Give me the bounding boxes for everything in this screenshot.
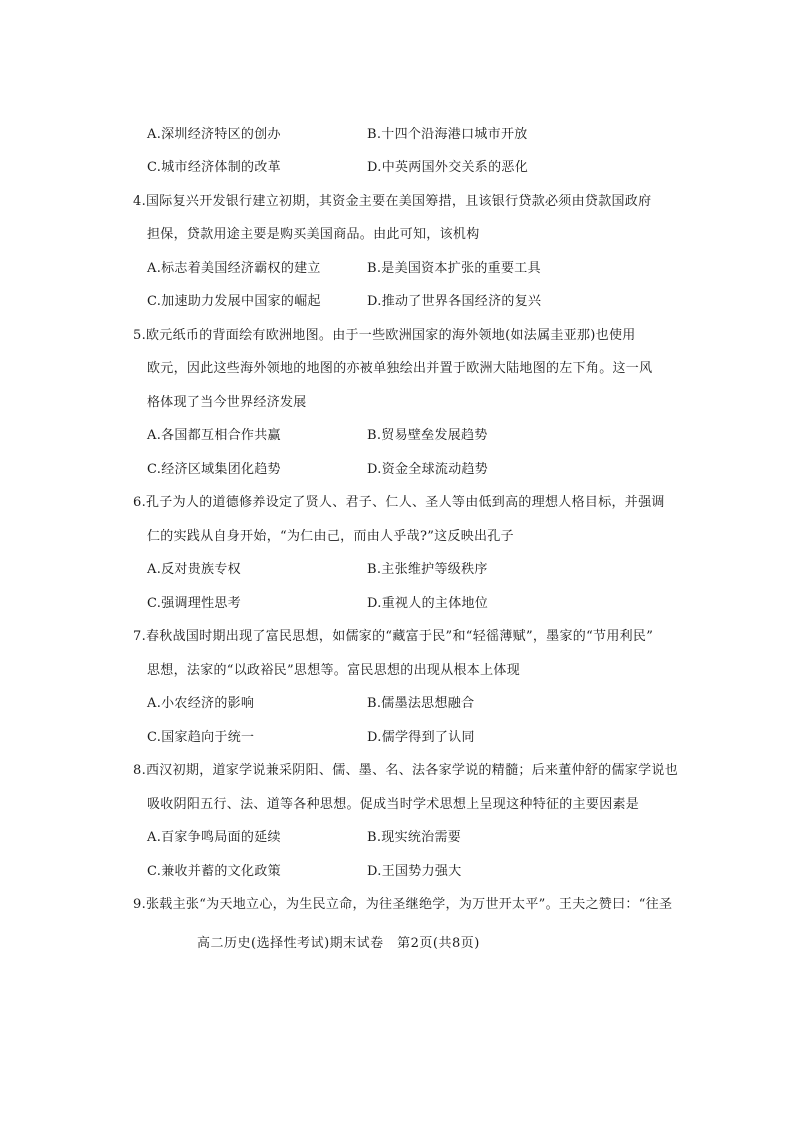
q5-stem-line-2: 欧元，因此这些海外领地的地图的亦被单独绘出并置于欧洲大陆地图的左下角。这一风 [147, 361, 653, 376]
q5-option-a: A.各国都互相合作共赢 [147, 428, 281, 443]
q4-option-b: B.是美国资本扩张的重要工具 [367, 261, 541, 276]
page-footer: 高二历史(选择性考试)期末试卷 第2页(共8页) [197, 936, 480, 951]
q4-option-a: A.标志着美国经济霸权的建立 [147, 261, 321, 276]
q3-option-c: C.城市经济体制的改革 [147, 160, 281, 175]
q5-option-c: C.经济区域集团化趋势 [147, 462, 281, 477]
q8-stem-line-1: 8.西汉初期，道家学说兼采阴阳、儒、墨、名、法各家学说的精髓；后来董仲舒的儒家学说也 [133, 763, 679, 778]
q3-option-a: A.深圳经济特区的创办 [147, 127, 281, 142]
q7-option-d: D.儒学得到了认同 [367, 730, 475, 745]
q6-option-b: B.主张维护等级秩序 [367, 562, 488, 577]
q5-stem-line-1: 5.欧元纸币的背面绘有欧洲地图。由于一些欧洲国家的海外领地(如法属圭亚那)也使用 [133, 328, 636, 343]
q7-stem-line-1: 7.春秋战国时期出现了富民思想，如儒家的“藏富于民”和“轻徭薄赋”，墨家的“节用利民” [133, 629, 654, 644]
q8-option-c: C.兼收并蓄的文化政策 [147, 864, 281, 879]
q4-stem-line-2: 担保，贷款用途主要是购买美国商品。由此可知，该机构 [147, 227, 480, 242]
q6-option-c: C.强调理性思考 [147, 596, 242, 611]
q6-option-d: D.重视人的主体地位 [367, 596, 489, 611]
q8-option-b: B.现实统治需要 [367, 830, 462, 845]
q8-stem-line-2: 吸收阴阳五行、法、道等各种思想。促成当时学术思想上呈现这种特征的主要因素是 [147, 797, 640, 812]
q8-option-d: D.王国势力强大 [367, 864, 462, 879]
q4-option-c: C.加速助力发展中国家的崛起 [147, 294, 321, 309]
q6-stem-line-1: 6.孔子为人的道德修养设定了贤人、君子、仁人、圣人等由低到高的理想人格目标，并强调 [133, 495, 665, 510]
q3-option-d: D.中英两国外交关系的恶化 [367, 160, 528, 175]
q5-option-d: D.资金全球流动趋势 [367, 462, 489, 477]
q6-stem-line-2: 仁的实践从自身开始，“为仁由己，而由人乎哉?”这反映出孔子 [147, 529, 514, 544]
q7-option-a: A.小农经济的影响 [147, 696, 255, 711]
q7-stem-line-2: 思想，法家的“以政裕民”思想等。富民思想的出现从根本上体现 [147, 663, 520, 678]
q5-option-b: B.贸易壁垒发展趋势 [367, 428, 488, 443]
q5-stem-line-3: 格体现了当今世界经济发展 [147, 395, 307, 410]
q4-stem-line-1: 4.国际复兴开发银行建立初期，其资金主要在美国筹措，且该银行贷款必须由贷款国政府 [133, 194, 652, 209]
q7-option-b: B.儒墨法思想融合 [367, 696, 475, 711]
q6-option-a: A.反对贵族专权 [147, 562, 241, 577]
q3-option-b: B.十四个沿海港口城市开放 [367, 127, 528, 142]
q8-option-a: A.百家争鸣局面的延续 [147, 830, 281, 845]
q9-stem-line-1: 9.张载主张“为天地立心，为生民立命，为往圣继绝学，为万世开太平”。王夫之赞曰：“往圣 [133, 897, 673, 912]
q4-option-d: D.推动了世界各国经济的复兴 [367, 294, 542, 309]
q7-option-c: C.国家趋向于统一 [147, 730, 255, 745]
